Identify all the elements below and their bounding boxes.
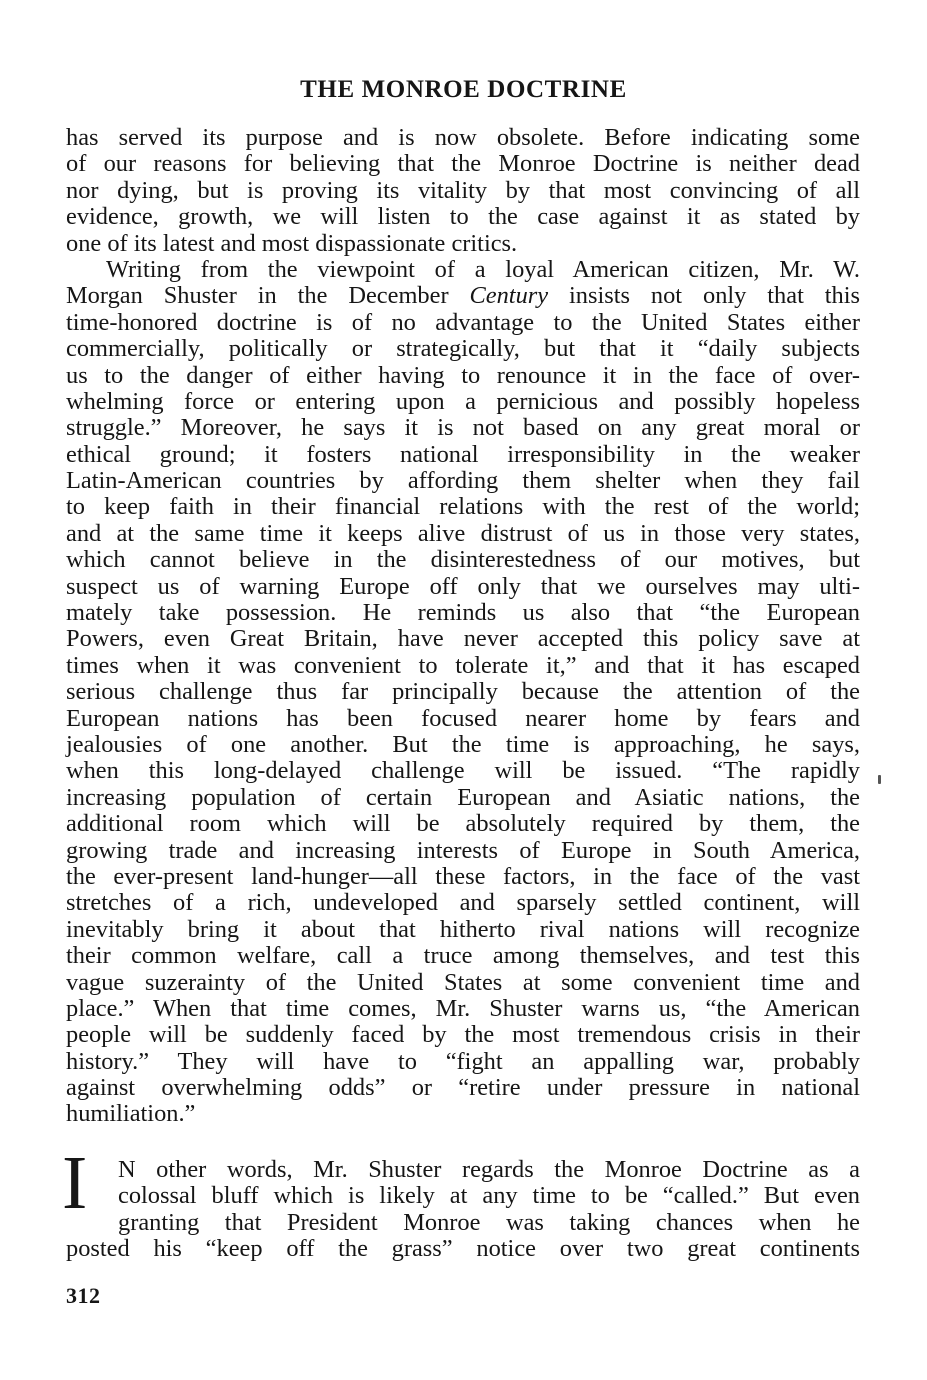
text-line: ethical ground; it fosters national irresponsibility in the weaker	[66, 440, 860, 468]
text-line: N other words, Mr. Shuster regards the Monroe Doctrine as a	[118, 1156, 860, 1183]
running-head: THE MONROE DOCTRINE	[300, 76, 627, 103]
text-line: people will be suddenly faced by the most tremendous crisis in their	[66, 1021, 860, 1049]
ink-mark	[878, 775, 881, 784]
text-line: has served its purpose and is now obsolete. Before indicating some	[66, 124, 860, 151]
text-line: serious challenge thus far principally because the attention of the	[66, 678, 860, 706]
text-line: nor dying, but is proving its vitality by that most convincing of all	[66, 176, 860, 204]
text-line: European nations has been focused nearer home by fears and	[66, 704, 860, 732]
text-line: the ever-present land-hunger—all these factors, in the face of the vast	[66, 862, 860, 890]
text-line: evidence, growth, we will listen to the case against it as stated by	[66, 203, 860, 231]
text-line: mately take possession. He reminds us also that “the European	[66, 599, 860, 627]
text-line: vague suzerainty of the United States at some convenient time and	[66, 968, 860, 996]
text-line: us to the danger of either having to renounce it in the face of over-	[66, 361, 860, 389]
body-text-continued	[66, 1157, 860, 1263]
text-line: Powers, even Great Britain, have never accepted this policy save at	[66, 625, 860, 653]
text-line: history.” They will have to “fight an appalling war, probably	[66, 1047, 860, 1075]
italic-title: Century	[469, 282, 549, 310]
page-number: 312	[66, 1283, 101, 1308]
body-text	[66, 125, 860, 1128]
text-line: which cannot believe in the disinterestedness of our motives, but	[66, 546, 860, 574]
text-line: whelming force or entering upon a pernicious and possibly hopeless	[66, 387, 860, 415]
text-line: place.” When that time comes, Mr. Shuster warns us, “the American	[66, 994, 860, 1022]
text-line: struggle.” Moreover, he says it is not based on any great moral or	[66, 414, 860, 442]
text-line: against overwhelming odds” or “retire under pressure in national	[66, 1074, 860, 1102]
text-line: humiliation.”	[66, 1100, 196, 1128]
text-line: Writing from the viewpoint of a loyal American citizen, Mr. W.	[106, 255, 860, 283]
text-line: colossal bluff which is likely at any time to be “called.” But even	[118, 1182, 860, 1210]
text-line-part: Morgan Shuster in the December	[66, 282, 470, 310]
text-line: growing trade and increasing interests of Europe in South America,	[66, 836, 860, 864]
text-line: times when it was convenient to tolerate it,” and that it has escaped	[66, 651, 860, 679]
text-line: Latin-American countries by affording them shelter when they fail	[66, 467, 860, 495]
text-line: to keep faith in their financial relations with the rest of the world;	[66, 493, 860, 521]
text-line: their common welfare, call a truce among themselves, and test this	[66, 942, 860, 970]
text-line: one of its latest and most dispassionate critics.	[66, 229, 518, 257]
text-line: suspect us of warning Europe off only that we ourselves may ulti-	[66, 572, 860, 600]
text-line: and at the same time it keeps alive distrust of us in those very states,	[66, 519, 860, 547]
text-line: granting that President Monroe was taking chances when he	[118, 1208, 860, 1236]
text-line-part: insists not only that this	[548, 282, 860, 310]
text-line: of our reasons for believing that the Monroe Doctrine is neither dead	[66, 150, 860, 178]
text-line: jealousies of one another. But the time is approaching, he says,	[66, 730, 860, 758]
text-line: when this long-delayed challenge will be issued. “The rapidly	[66, 757, 860, 785]
text-line: additional room which will be absolutely required by them, the	[66, 810, 860, 838]
drop-cap: I	[62, 1141, 88, 1225]
text-line: inevitably bring it about that hitherto rival nations will recognize	[66, 915, 860, 943]
text-line: posted his “keep off the grass” notice over two great continents	[66, 1235, 860, 1263]
text-line-with-italic	[66, 283, 860, 309]
text-line: stretches of a rich, undeveloped and sparsely settled continent, will	[66, 889, 860, 917]
text-line: increasing population of certain European and Asiatic nations, the	[66, 783, 860, 811]
text-line: commercially, politically or strategically, but that it “daily subjects	[66, 335, 860, 363]
text-line: time-honored doctrine is of no advantage to the United States either	[66, 308, 860, 336]
